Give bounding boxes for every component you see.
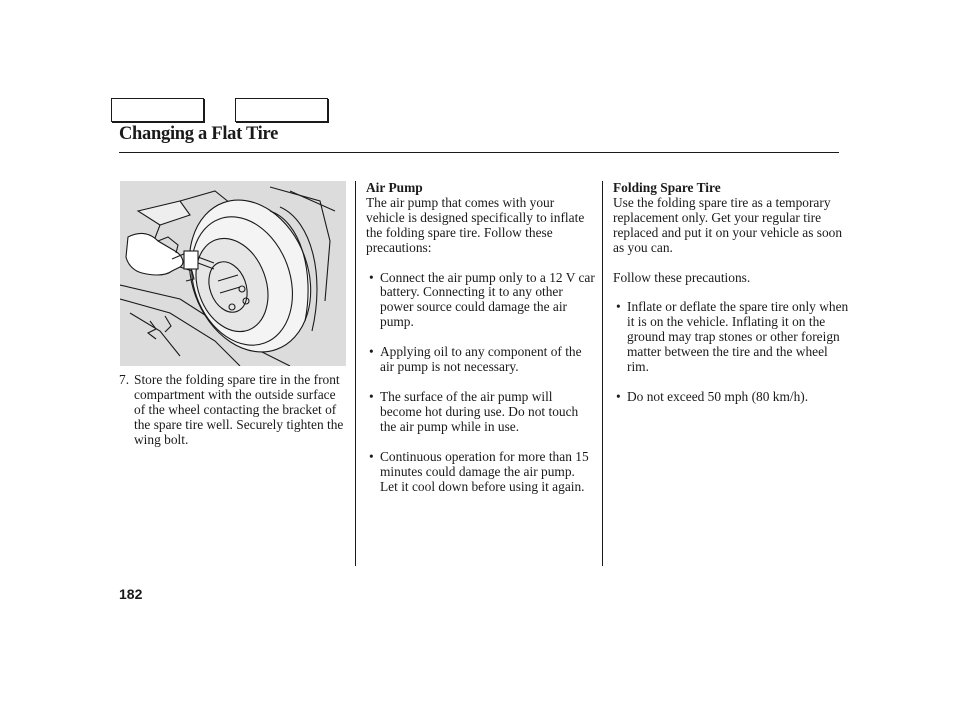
list-item-text: Connect the air pump only to a 12 V car battery. Connecting it to any other power source could damage the air pump. xyxy=(380,269,595,330)
list-item-text: Continuous operation for more than 15 minutes could damage the air pump. Let it cool down before using it again. xyxy=(380,448,589,494)
air-pump-intro: The air pump that comes with your vehicle is designed specifically to inflate the folding spare tire. Follow these precautions: xyxy=(366,194,585,255)
nav-tab-index[interactable] xyxy=(235,98,328,122)
bullet-icon: • xyxy=(369,269,374,285)
page-number: 182 xyxy=(119,586,143,602)
list-item xyxy=(613,390,849,405)
title-divider xyxy=(119,152,839,153)
list-item xyxy=(366,271,596,331)
folding-spare-heading: Folding Spare Tire xyxy=(613,180,721,195)
page-title: Changing a Flat Tire xyxy=(119,124,278,144)
step-text: Store the folding spare tire in the front compartment with the outside surface of the wheel contacting the bracket of the spare tire well. Securely tighten the wing bolt. xyxy=(134,372,344,447)
air-pump-section xyxy=(366,181,596,494)
spare-tire-illustration-icon xyxy=(120,181,346,366)
column-divider-2 xyxy=(602,181,603,566)
list-item xyxy=(366,450,596,495)
step-number: 7. xyxy=(119,372,130,387)
column-divider-1 xyxy=(355,181,356,566)
bullet-icon: • xyxy=(369,344,374,360)
bullet-icon: • xyxy=(369,388,374,404)
folding-spare-follow: Follow these precautions. xyxy=(613,269,751,285)
folding-spare-section xyxy=(613,181,849,405)
bullet-icon: • xyxy=(369,448,374,464)
air-pump-heading: Air Pump xyxy=(366,180,423,195)
bullet-icon: • xyxy=(616,299,621,315)
list-item xyxy=(366,390,596,435)
list-item-text: Applying oil to any component of the air pump is not necessary. xyxy=(380,344,582,375)
folding-spare-intro: Use the folding spare tire as a temporary replacement only. Get your regular tire replaced and put it on your vehicle as soon as you can. xyxy=(613,194,843,255)
list-item xyxy=(613,300,849,375)
list-item xyxy=(366,345,596,375)
list-item-text: Do not exceed 50 mph (80 km/h). xyxy=(627,388,809,404)
nav-tab-main-menu[interactable] xyxy=(111,98,204,122)
bullet-icon: • xyxy=(616,388,621,404)
list-item-text: Inflate or deflate the spare tire only when it is on the vehicle. Inflating it on the ground may trap stones or other foreign matter between the tire and the wheel rim. xyxy=(627,299,849,375)
list-item-text: The surface of the air pump will become hot during use. Do not touch the air pump while in use. xyxy=(380,388,579,434)
